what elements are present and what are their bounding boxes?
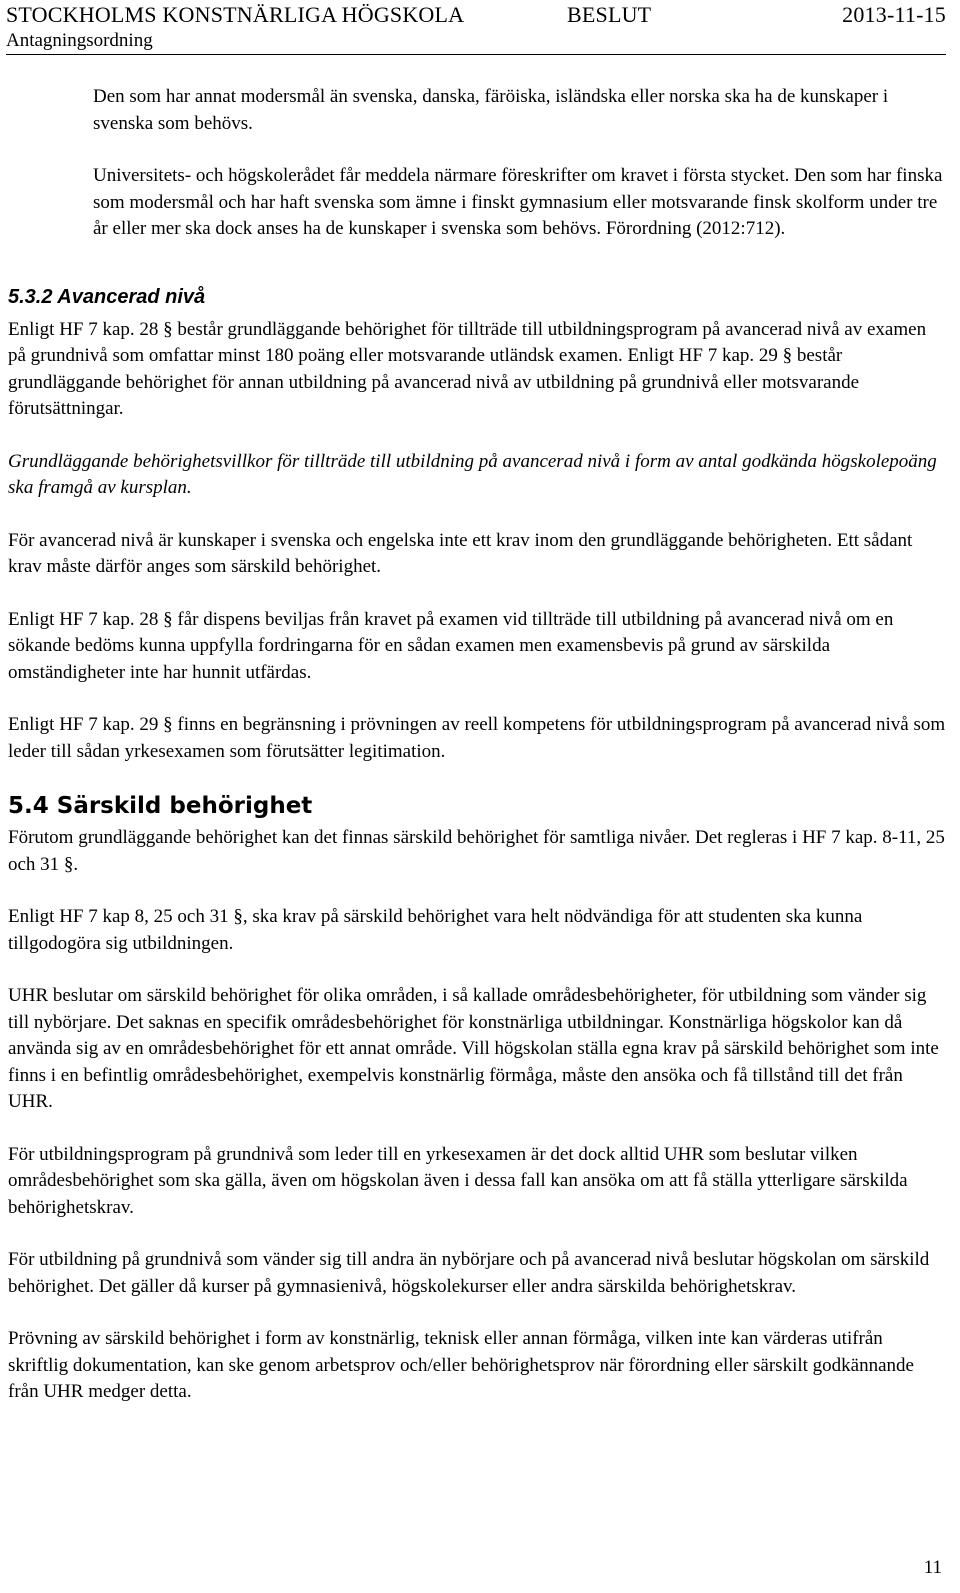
header-row [6,2,946,30]
header-doc-type: BESLUT [567,2,652,27]
paragraph-advanced-eligibility: Enligt HF 7 kap. 28 § består grundläggande behörighet för tillträde till utbildningsprogram på avancerad nivå av examen på grundnivå som omfattar minst 180 poäng eller motsvarande utländsk examen. Enligt HF 7 kap. 29 § består grundläggande behörighet för annan utbildning på avancerad nivå av utbildning på grundnivå eller motsvarande förutsättningar. [8,318,927,419]
document-body [8,84,946,1406]
paragraph-language-requirement: För avancerad nivå är kunskaper i svenska och engelska inte ett krav inom den grundläggande behörigheten. Ett sådant krav måste därför anges som särskild behörighet. [8,529,913,577]
paragraph-non-beginners: För utbildning på grundnivå som vänder sig till andra än nybörjare och på avancerad nivå beslutar högskolan om särskild behörighet. Det gäller då kurser på gymnasienivå, högskolekurser eller andra särskilda behörighetskrav. [8,1249,930,1297]
paragraph-course-syllabus: Grundläggande behörighetsvillkor för tillträde till utbildning på avancerad nivå i form av antal godkända högskolepoäng ska framgå av kursplan. [8,450,937,498]
paragraph-necessity: Enligt HF 7 kap 8, 25 och 31 §, ska krav på särskild behörighet vara helt nödvändiga för att studenten ska kunna tillgodogöra sig utbildningen. [8,906,863,954]
heading-specific-eligibility: 5.4 Särskild behörighet [8,793,313,819]
header-org: STOCKHOLMS KONSTNÄRLIGA HÖGSKOLA [6,2,465,27]
paragraph-professional-degree: För utbildningsprogram på grundnivå som leder till en yrkesexamen är det dock alltid UHR som beslutar vilken områdesbehörighet som ska gälla, även om högskolan även i dessa fall kan ansöka om att få ställa ytterligare särskilda behörighetskrav. [8,1143,908,1218]
paragraph-specific-intro: Förutom grundläggande behörighet kan det finnas särskild behörighet för samtliga nivåer. Det regleras i HF 7 kap. 8-11, 25 och 31 §. [8,827,945,875]
paragraph-mother-tongue: Den som har annat modersmål än svenska, danska, färöiska, isländska eller norska ska ha de kunskaper i svenska som behövs. [93,86,889,134]
paragraph-dispensation: Enligt HF 7 kap. 28 § får dispens beviljas från kravet på examen vid tillträde till utbildning på avancerad nivå om en sökande bedöms kunna uppfylla fordringarna för en sådan examen men examensbevis på grund av särskilda omständigheter inte har hunnit utfärdas. [8,608,894,683]
paragraph-uhr-areas: UHR beslutar om särskild behörighet för olika områden, i så kallade områdesbehörigheter, för utbildning som vänder sig till nybörjare. Det saknas en specifik områdesbehörighet för konstnärliga utbildningar. Konstnärliga högskolor kan då använda sig av en områdesbehörighet för ett annat område. Vill högskolan ställa egna krav på särskild behörighet som inte finns i en befintlig områdesbehörighet, exempelvis konstnärlig förmåga, måste den ansöka och få tillstånd till det från UHR. [8,985,939,1112]
paragraph-uhr-regulations: Universitets- och högskolerådet får meddela närmare föreskrifter om kravet i första stycket. Den som har finska som modersmål och har haft svenska som ämne i finskt gymnasium eller motsvarande finsk skolform under tre år eller mer ska dock anses ha de kunskaper i svenska som behövs. Förordning (2012:712). [93,165,943,239]
paragraph-assessment: Prövning av särskild behörighet i form av konstnärlig, teknisk eller annan förmåga, vilken inte kan värderas utifrån skriftlig dokumentation, kan ske genom arbetsprov och/eller behörighetsprov när förordning eller särskilt godkännande från UHR medger detta. [8,1328,914,1402]
header-date: 2013-11-15 [842,2,946,27]
header-subtitle: Antagningsordning [6,30,153,51]
page-number: 11 [923,1557,942,1578]
page-header [6,0,946,55]
paragraph-limitation: Enligt HF 7 kap. 29 § finns en begränsning i prövningen av reell kompetens för utbildningsprogram på avancerad nivå som leder till sådan yrkesexamen som förutsätter legitimation. [8,714,946,762]
heading-advanced-level: 5.3.2 Avancerad nivå [8,285,206,308]
